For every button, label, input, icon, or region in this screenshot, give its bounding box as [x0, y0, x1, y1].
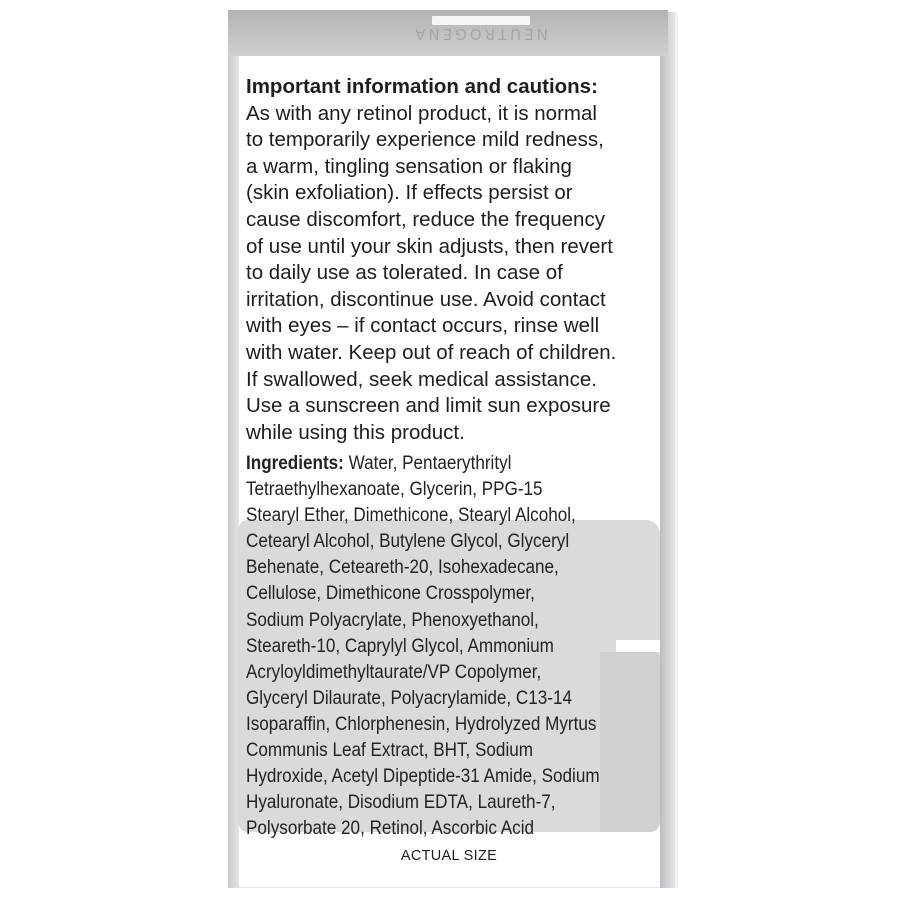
cautions-line: Use a sunscreen and limit sun exposure [246, 394, 611, 418]
cautions-line: a warm, tingling sensation or flaking [246, 154, 572, 178]
cautions-line: while using this product. [246, 420, 465, 444]
ingredients-line: Cetearyl Alcohol, Butylene Glycol, Glyceryl [246, 531, 570, 553]
cautions-line: (skin exfoliation). If effects persist or [246, 181, 573, 205]
ingredients-line: Sodium Polyacrylate, Phenoxyethanol, [246, 609, 539, 631]
cautions-section [246, 74, 666, 446]
cautions-line: to daily use as tolerated. In case of [246, 261, 563, 285]
actual-size-label: ACTUAL SIZE [400, 848, 498, 864]
brand-name-upside-down: NEUTROGENA [412, 25, 548, 43]
cautions-line: irritation, discontinue use. Avoid contact [246, 287, 606, 311]
ingredients-line: Stearyl Ether, Dimethicone, Stearyl Alcohol, [246, 505, 576, 527]
cautions-line: with eyes – if contact occurs, rinse well [246, 314, 600, 338]
ingredients-line: Glyceryl Dilaurate, Polyacrylamide, C13-14 [246, 687, 572, 709]
cautions-line: of use until your skin adjusts, then revert [246, 234, 613, 258]
ingredients-line: Steareth-10, Caprylyl Glycol, Ammonium [246, 635, 554, 657]
ingredients-first-line [246, 451, 624, 477]
ingredients-line: Hyaluronate, Disodium EDTA, Laureth-7, [246, 792, 556, 814]
cautions-line: cause discomfort, reduce the frequency [246, 207, 605, 231]
ingredients-label: Ingredients: [246, 453, 344, 474]
cautions-heading: Important information and cautions: [246, 75, 598, 98]
ingredients-line: Acryloyldimethyltaurate/VP Copolymer, [246, 661, 542, 683]
ingredients-line: Cellulose, Dimethicone Crosspolymer, [246, 583, 535, 605]
ingredients-line: Hydroxide, Acetyl Dipeptide-31 Amide, Sodium [246, 766, 600, 788]
ingredients-line: Isoparaffin, Chlorphenesin, Hydrolyzed Myrtus [246, 713, 597, 735]
ingredients-line: Tetraethylhexanoate, Glycerin, PPG-15 [246, 479, 543, 501]
ingredients-line: Communis Leaf Extract, BHT, Sodium [246, 740, 534, 762]
cautions-line: to temporarily experience mild redness, [246, 128, 604, 152]
ingredients-first-line-text: Water, Pentaerythrityl [343, 453, 512, 474]
cautions-line: with water. Keep out of reach of children. [246, 340, 617, 364]
cautions-line: As with any retinol product, it is normal [246, 101, 597, 125]
ingredients-section [246, 451, 624, 842]
box-top-tab [432, 16, 530, 25]
cautions-line: If swallowed, seek medical assistance. [246, 367, 597, 391]
ingredients-line: Behenate, Ceteareth-20, Isohexadecane, [246, 557, 559, 579]
ingredients-line: Polysorbate 20, Retinol, Ascorbic Acid [246, 818, 535, 840]
